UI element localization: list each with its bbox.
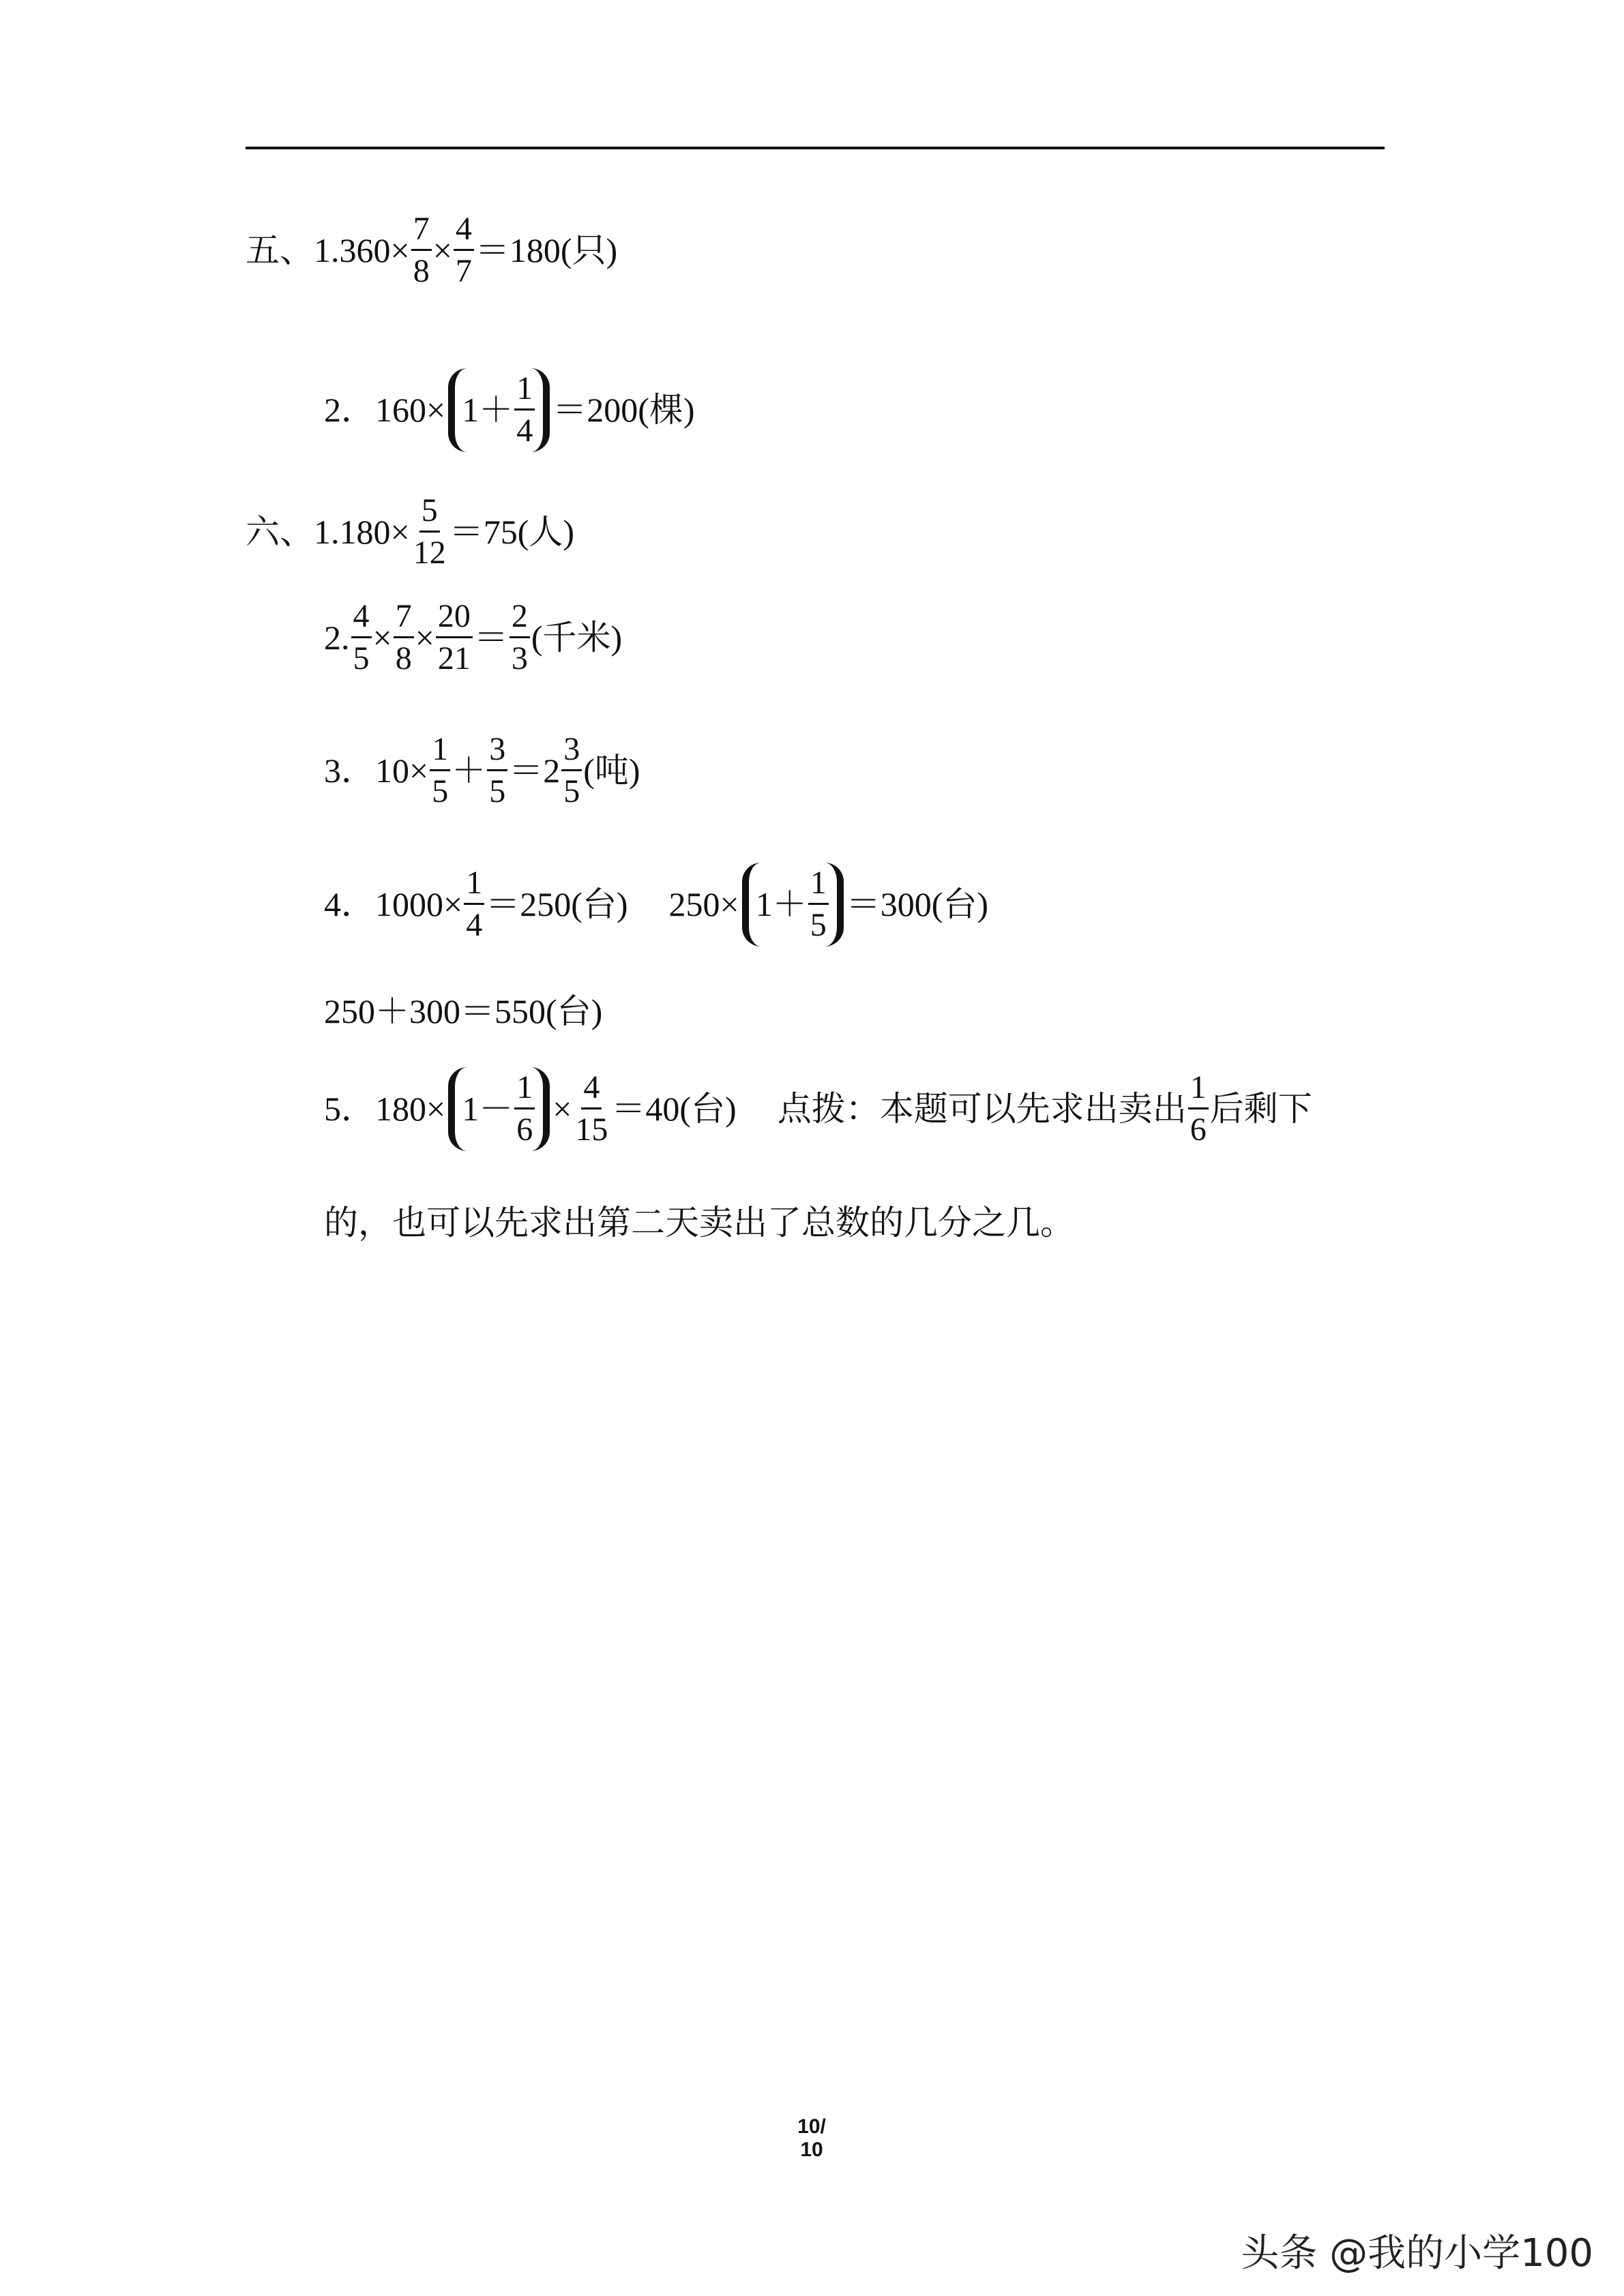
expr-prefix: 1.180× [314, 513, 410, 552]
expr-prefix: 3．10× [324, 751, 429, 790]
header-rule [246, 147, 1385, 149]
parenthesis-group: 1＋ $\frac{1}{5}$ [742, 863, 844, 946]
operator: × [432, 231, 452, 270]
expr-prefix: 2. [324, 618, 350, 657]
operator: ＋ [452, 751, 486, 790]
fraction: $\frac{1}{5}$ [808, 867, 829, 942]
fraction: $\frac{4}{15}$ [575, 1069, 608, 1148]
fraction: $\frac{5}{12}$ [413, 492, 446, 571]
equals: ＝ [473, 618, 508, 657]
hint-text: 点拨：本题可以先求出卖出 [777, 1090, 1187, 1129]
fraction: $\frac{3}{5}$ [561, 733, 582, 809]
parenthesis-group: 1＋ $\frac{1}{4}$ [448, 368, 550, 452]
section-label-six: 六、 [246, 513, 314, 552]
result: ＝300(台) [846, 885, 989, 924]
watermark: 头条 @我的小学100 [1241, 2231, 1593, 2276]
unit: (吨) [583, 751, 640, 790]
answer-6-5 [324, 1067, 1312, 1151]
result: ＝180(只) [475, 231, 618, 270]
result: ＝200(棵) [552, 391, 695, 430]
page-number: 10/ 10 [797, 2115, 826, 2161]
result: ＝75(人) [449, 513, 575, 552]
expr-prefix: 5．180× [324, 1090, 446, 1129]
operator: × [372, 618, 392, 657]
fraction: $\frac{1}{6}$ [514, 1071, 535, 1147]
answer-6-4 [324, 863, 988, 946]
operator: × [415, 618, 434, 657]
unit: (千米) [531, 618, 623, 657]
answer-6-4-sum [324, 994, 602, 1028]
fraction: $\frac{2}{3}$ [510, 600, 530, 676]
operator: × [552, 1090, 572, 1129]
expr-prefix: 250× [668, 885, 739, 924]
parenthesis-group: 1－ $\frac{1}{6}$ [448, 1067, 550, 1151]
expr-prefix: 1.360× [314, 231, 410, 270]
fraction: $\frac{1}{4}$ [514, 372, 535, 448]
fraction: $\frac{1}{5}$ [430, 733, 450, 809]
fraction: $\frac{3}{5}$ [487, 733, 507, 809]
equals: ＝2 [509, 751, 561, 790]
answer-6-5-line2 [324, 1206, 1074, 1240]
sum-line: 250＋300＝550(台) [324, 992, 603, 1030]
hint-text: 的，也可以先求出第二天卖出了总数的几分之几。 [324, 1204, 1074, 1242]
hint-text: 后剩下 [1209, 1090, 1312, 1129]
answer-6-1 [246, 494, 574, 570]
expr-prefix: 4．1000× [324, 885, 463, 924]
result: ＝40(台) [611, 1090, 737, 1129]
result: ＝250(台) [486, 885, 628, 924]
fraction: $\frac{7}{8}$ [411, 213, 432, 288]
fraction: $\frac{4}{7}$ [454, 213, 474, 288]
fraction: $\frac{1}{4}$ [464, 867, 484, 942]
fraction: $\frac{7}{8}$ [394, 600, 414, 676]
section-label-five: 五、 [246, 231, 314, 270]
fraction: $\frac{20}{21}$ [436, 600, 473, 676]
answer-5-2 [324, 368, 695, 452]
expr-prefix: 2．160× [324, 391, 446, 430]
answer-5-1 [246, 213, 617, 288]
fraction: $\frac{4}{5}$ [351, 600, 372, 676]
fraction: $\frac{1}{6}$ [1188, 1071, 1209, 1147]
answer-6-3 [324, 733, 640, 809]
answer-6-2 [324, 600, 622, 676]
